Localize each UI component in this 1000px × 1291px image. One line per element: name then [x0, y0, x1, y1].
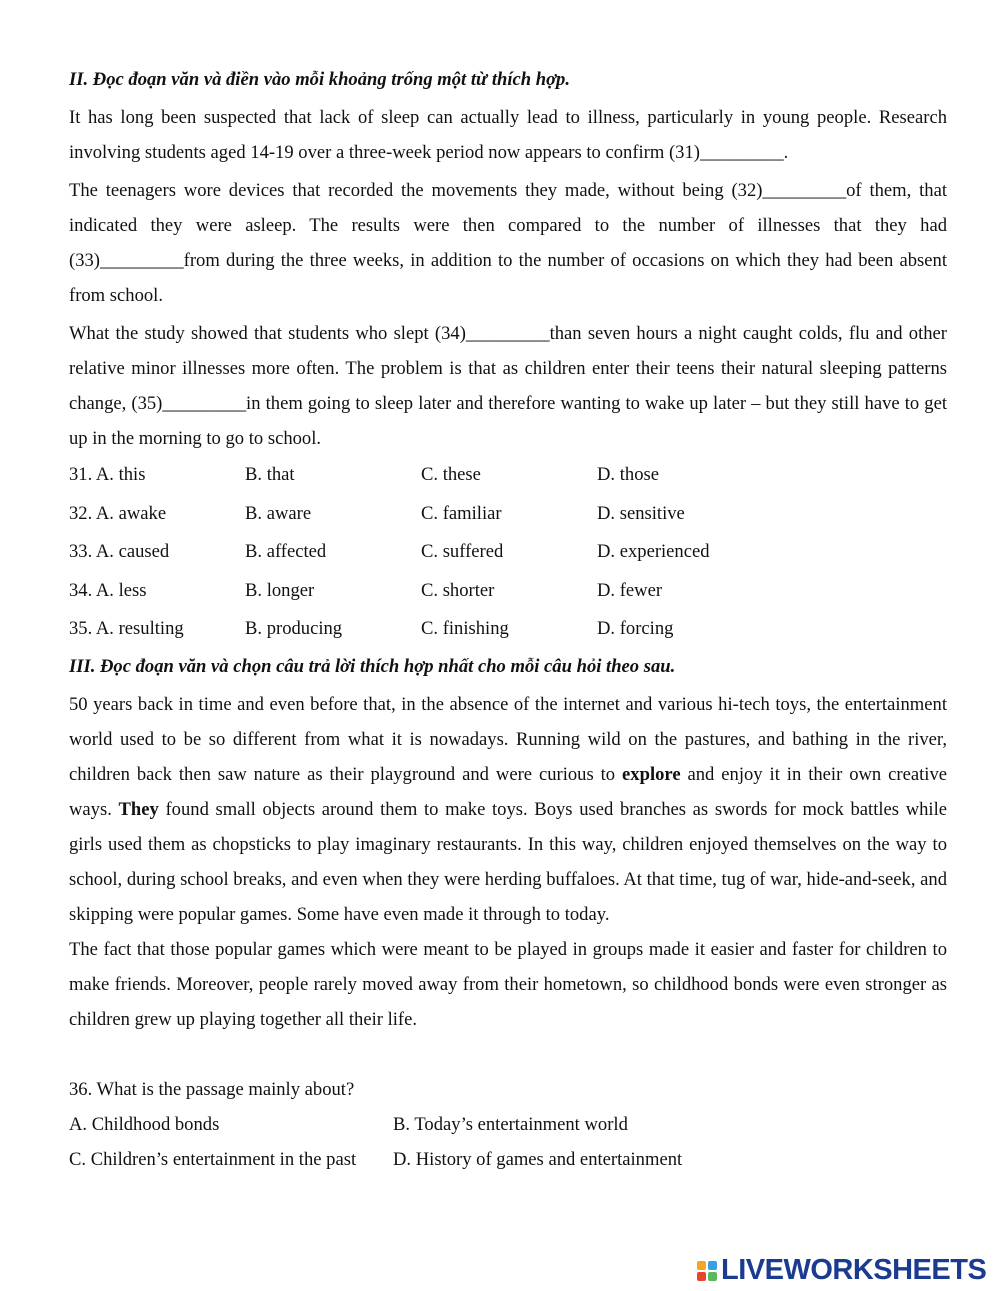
option-a: 32. A. awake — [69, 502, 167, 524]
question-options-list — [69, 456, 947, 649]
option-b: B. producing — [245, 618, 343, 640]
option-b: B. aware — [245, 502, 312, 524]
question-32-options — [69, 495, 947, 534]
option-d: D. sensitive — [597, 502, 685, 524]
option-c: C. finishing — [421, 618, 509, 640]
option-b: B. longer — [245, 579, 315, 601]
option-d: D. forcing — [597, 618, 674, 640]
option-d: D. fewer — [597, 579, 663, 601]
option-b: B. Today’s entertainment world — [393, 1113, 628, 1135]
question-34-options — [69, 572, 947, 611]
option-c: C. familiar — [421, 502, 502, 524]
option-a: 31. A. this — [69, 464, 146, 485]
question-36-text: 36. What is the passage mainly about? — [69, 1078, 355, 1100]
option-b: B. that — [245, 464, 295, 485]
option-d: D. History of games and entertainment — [393, 1148, 683, 1170]
option-d: D. those — [597, 464, 659, 485]
option-c: C. these — [421, 464, 481, 485]
question-36-options-row-2 — [69, 1142, 947, 1177]
section-2-heading: II. Đọc đoạn văn và điền vào mỗi khoảng trống một từ thích hợp. — [69, 69, 570, 90]
option-c: C. Children’s entertainment in the past — [69, 1148, 357, 1170]
option-d: D. experienced — [597, 541, 710, 563]
option-c: C. suffered — [421, 541, 504, 563]
question-35-options — [69, 610, 947, 649]
option-a: 35. A. resulting — [69, 618, 184, 640]
bold-word-explore: explore — [622, 763, 681, 785]
option-c: C. shorter — [421, 579, 495, 601]
liveworksheets-logo — [697, 1254, 986, 1287]
logo-blocks-icon — [697, 1261, 717, 1281]
passage-1-paragraph-1: It has long been suspected that lack of sleep can actually lead to illness, particularly in young people. Research involving students aged 14-19 over a three-week period now appears to confirm (31)_________. — [69, 107, 947, 163]
passage-1-paragraph-3: What the study showed that students who slept (34)_________than seven hours a night caught colds, flu and other relative minor illnesses more often. The problem is that as children enter their teens their natural sleeping patterns change, (35)_________in them going to sleep later and therefore wanting to wake up later – but they still have to get up in the morning to go to school. — [69, 323, 947, 449]
passage-2-paragraph-2: The fact that those popular games which were meant to be played in groups made it easier and faster for children to make friends. Moreover, people rarely moved away from their hometown, so childhood bonds were even stronger as children grew up playing together all their life. — [69, 938, 947, 1030]
option-a: 33. A. caused — [69, 541, 170, 563]
bold-word-they: They — [118, 798, 159, 820]
question-36-options-row-1 — [69, 1107, 947, 1142]
option-a: A. Childhood bonds — [69, 1113, 220, 1135]
section-3-heading: III. Đọc đoạn văn và chọn câu trả lời thích hợp nhất cho mỗi câu hỏi theo sau. — [69, 655, 676, 677]
option-a: 34. A. less — [69, 579, 147, 601]
worksheet-page — [69, 62, 947, 1177]
question-33-options — [69, 533, 947, 572]
passage-1-paragraph-2: The teenagers wore devices that recorded the movements they made, without being (32)_________of them, that indicated they were asleep. The results were then compared to the number of illnesses that they had (33)_________from during the three weeks, in addition to the number of occasions on which they had been absent from school. — [69, 180, 947, 306]
option-b: B. affected — [245, 541, 327, 563]
question-31-options — [69, 456, 947, 495]
passage-2-paragraph-1: 50 years back in time and even before that, in the absence of the internet and various hi-tech toys, the entertainment world used to be so different from what it is nowadays. Running wild on the pastures, and bathing in the river, children back then saw nature as their playground and were curious to explore and enjoy it in their own creative ways. They found small objects around them to make toys. Boys used branches as swords for mock battles while girls used them as chopsticks to play imaginary restaurants. In this way, children enjoyed themselves on the way to school, during school breaks, and even when they were herding buffaloes. At that time, tug of war, hide-and-seek, and skipping were popular games. Some have even made it through to today. — [69, 693, 948, 925]
logo-text: LIVEWORKSHEETS — [721, 1254, 987, 1286]
